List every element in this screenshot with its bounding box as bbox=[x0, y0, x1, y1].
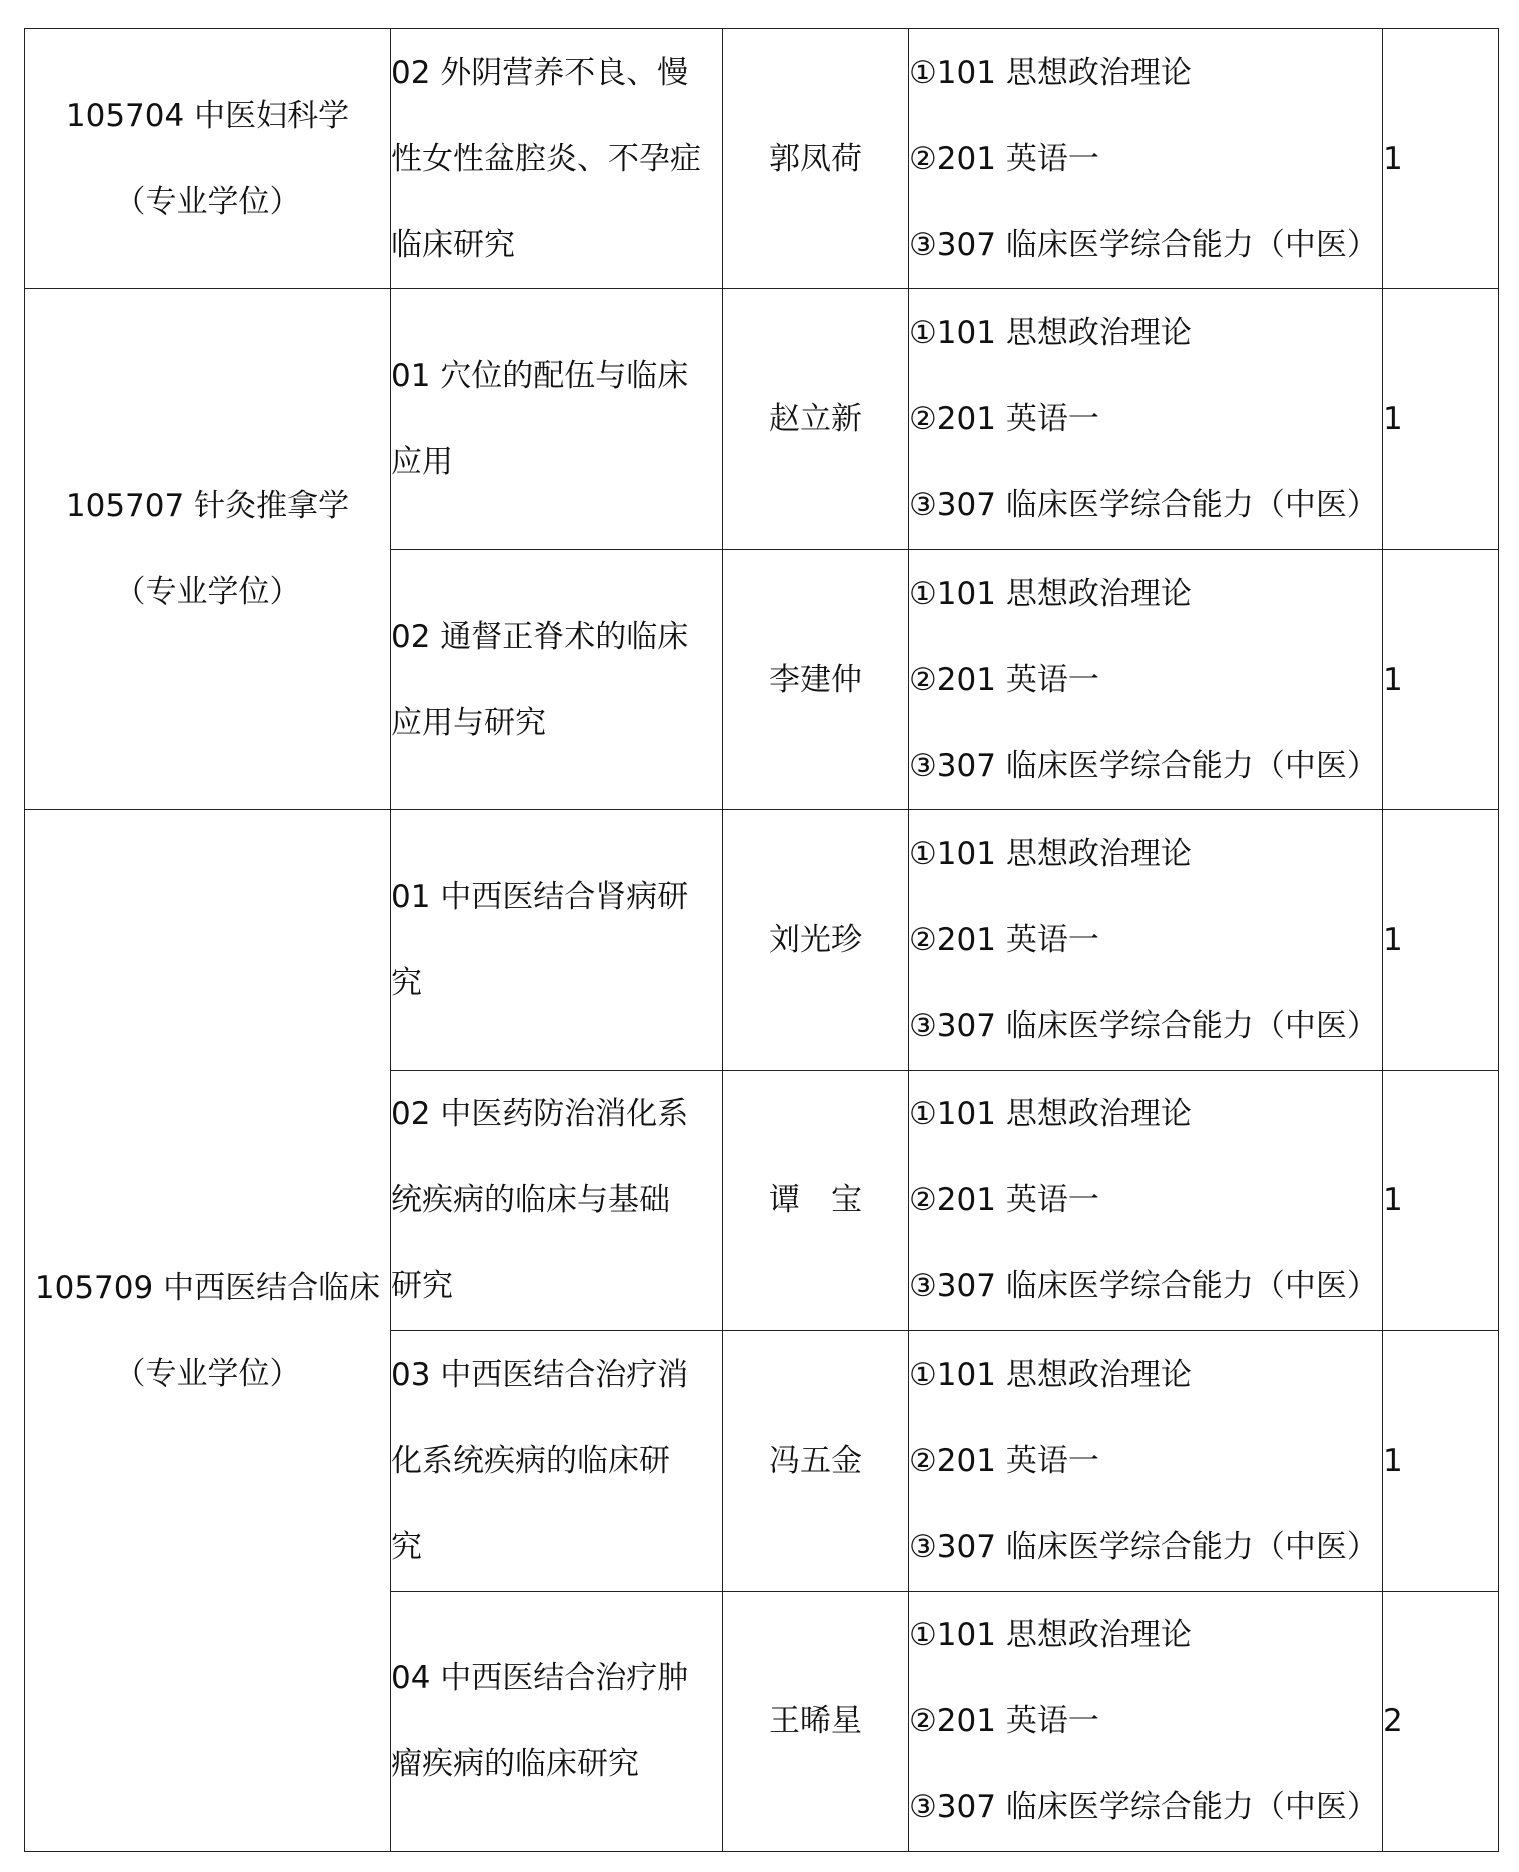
quota: 1 bbox=[1383, 289, 1499, 549]
exam-subjects: ①101 思想政治理论 ②201 英语一 ③307 临床医学综合能力（中医） bbox=[909, 1591, 1383, 1851]
quota: 1 bbox=[1383, 810, 1499, 1070]
quota: 1 bbox=[1383, 549, 1499, 809]
quota: 2 bbox=[1383, 1591, 1499, 1851]
research-direction: 02 通督正脊术的临床 应用与研究 bbox=[391, 549, 723, 809]
quota: 1 bbox=[1383, 29, 1499, 289]
enrollment-table bbox=[24, 28, 1499, 1852]
tutor-name: 刘光珍 bbox=[723, 810, 909, 1070]
exam-subjects: ①101 思想政治理论 ②201 英语一 ③307 临床医学综合能力（中医） bbox=[909, 29, 1383, 289]
research-direction: 02 中医药防治消化系 统疾病的临床与基础 研究 bbox=[391, 1070, 723, 1330]
tutor-name: 冯五金 bbox=[723, 1331, 909, 1591]
tutor-name: 李建仲 bbox=[723, 549, 909, 809]
major-code-name: 105709 中西医结合临床 bbox=[34, 1269, 381, 1306]
major-cell bbox=[25, 289, 391, 810]
research-direction: 01 穴位的配伍与临床 应用 bbox=[391, 289, 723, 549]
exam-subjects: ①101 思想政治理论 ②201 英语一 ③307 临床医学综合能力（中医） bbox=[909, 1070, 1383, 1330]
research-direction: 02 外阴营养不良、慢 性女性盆腔炎、不孕症 临床研究 bbox=[391, 29, 723, 289]
research-direction: 04 中西医结合治疗肿 瘤疾病的临床研究 bbox=[391, 1591, 723, 1851]
tutor-name: 赵立新 bbox=[723, 289, 909, 549]
major-code-name: 105704 中医妇科学 bbox=[65, 97, 350, 134]
major-cell bbox=[25, 810, 391, 1852]
major-degree: （专业学位） bbox=[114, 183, 301, 220]
table-row bbox=[25, 29, 1499, 289]
major-degree: （专业学位） bbox=[114, 1355, 301, 1392]
table-row bbox=[25, 289, 1499, 549]
research-direction: 01 中西医结合肾病研 究 bbox=[391, 810, 723, 1070]
major-code-name: 105707 针灸推拿学 bbox=[65, 488, 350, 525]
exam-subjects: ①101 思想政治理论 ②201 英语一 ③307 临床医学综合能力（中医） bbox=[909, 289, 1383, 549]
tutor-name: 王晞星 bbox=[723, 1591, 909, 1851]
major-cell bbox=[25, 29, 391, 289]
tutor-name: 郭凤荷 bbox=[723, 29, 909, 289]
tutor-name: 谭 宝 bbox=[723, 1070, 909, 1330]
exam-subjects: ①101 思想政治理论 ②201 英语一 ③307 临床医学综合能力（中医） bbox=[909, 549, 1383, 809]
table-row bbox=[25, 810, 1499, 1070]
quota: 1 bbox=[1383, 1070, 1499, 1330]
major-degree: （专业学位） bbox=[114, 574, 301, 611]
exam-subjects: ①101 思想政治理论 ②201 英语一 ③307 临床医学综合能力（中医） bbox=[909, 810, 1383, 1070]
exam-subjects: ①101 思想政治理论 ②201 英语一 ③307 临床医学综合能力（中医） bbox=[909, 1331, 1383, 1591]
research-direction: 03 中西医结合治疗消 化系统疾病的临床研 究 bbox=[391, 1331, 723, 1591]
quota: 1 bbox=[1383, 1331, 1499, 1591]
